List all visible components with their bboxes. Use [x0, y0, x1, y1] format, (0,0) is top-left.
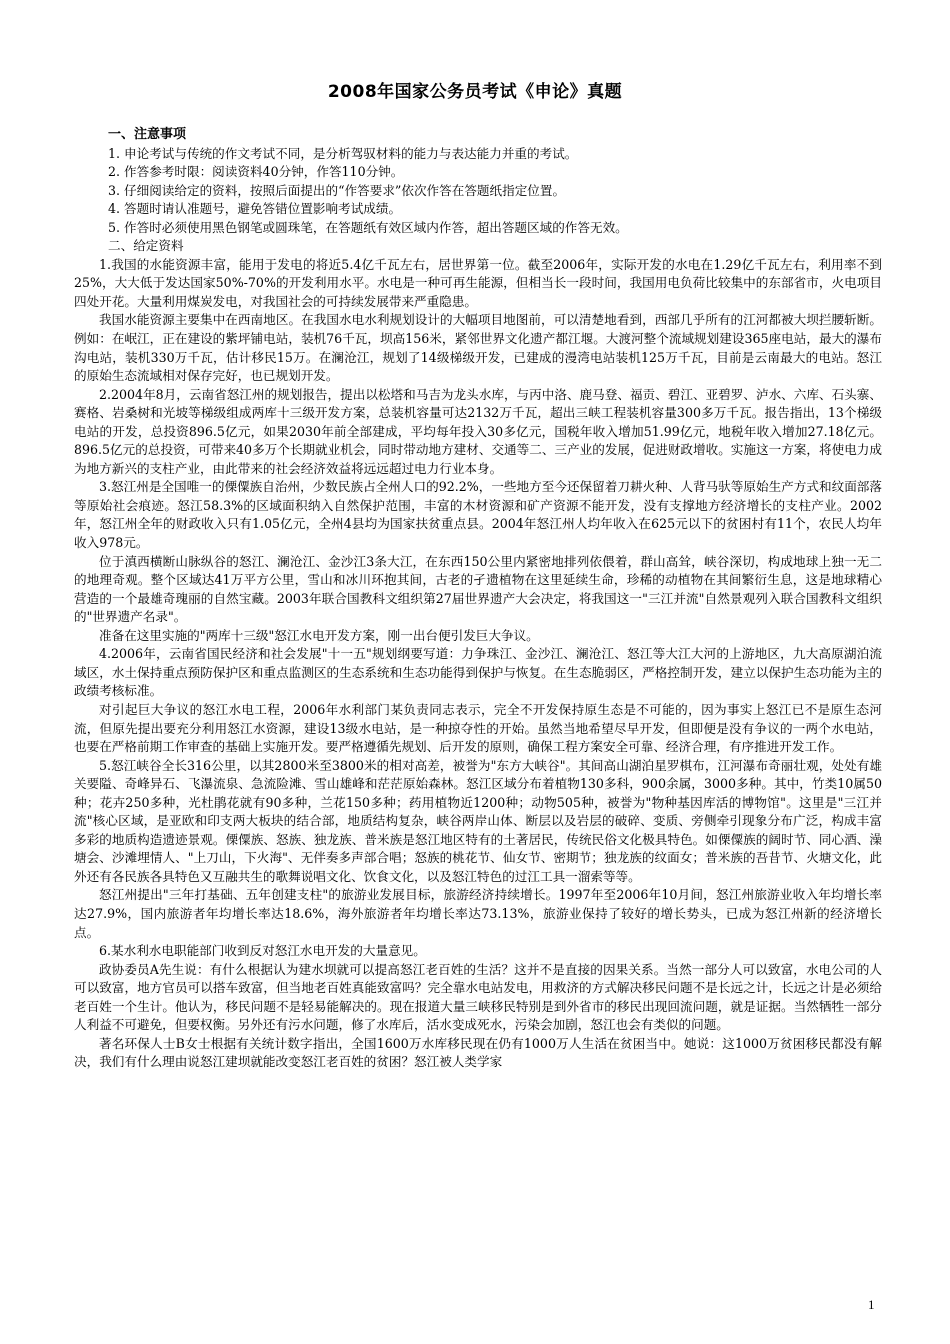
material-paragraph: 怒江州提出"三年打基础、五年创建支柱"的旅游业发展目标，旅游经济持续增长。1997年至2006年10月间，怒江州旅游业收入年均增长率达27.9%，国内旅游者年均增长率达18.6%，海外旅游者年均增长率达73.13%，旅游业保持了较好的增长势头，已成为怒江州新的经济增长点。 — [74, 887, 882, 940]
material-paragraph: 著名环保人士B女士根据有关统计数字指出，全国1600万水库移民现在仍有1000万人生活在贫困当中。她说：这1000万贫困移民都没有解决，我们有什么理由说怒江建坝就能改变怒江老百姓的贫困？怒江被人类学家 — [74, 1035, 882, 1070]
material-paragraph: 3.怒江州是全国唯一的傈僳族自治州，少数民族占全州人口的92.2%，一些地方至今还保留着刀耕火种、人背马驮等原始生产方式和纹面部落等原始社会痕迹。怒江58.3%的区域面积纳入自然保护范围，丰富的木材资源和矿产资源不能开发，没有支撑地方经济增长的支柱产业。2002年，怒江州全年的财政收入只有1.05亿元，全州4县均为国家扶贫重点县。2004年怒江州人均年收入在625元以下的贫困村有11个，农民人均年收入978元。 — [74, 479, 882, 551]
note-item: 2. 作答参考时限：阅读资料40分钟，作答110分钟。 — [108, 164, 404, 180]
material-paragraph: 6.某水利水电职能部门收到反对怒江水电开发的大量意见。 — [99, 943, 426, 959]
section-heading-materials: 二、给定资料 — [108, 238, 184, 254]
note-item: 5. 作答时必须使用黑色钢笔或圆珠笔，在答题纸有效区域内作答，超出答题区域的作答无效。 — [108, 219, 628, 235]
material-paragraph: 对引起巨大争议的怒江水电工程，2006年水利部门某负责同志表示，完全不开发保持原生态是不可能的，因为事实上怒江已不是原生态河流，但原先提出要充分利用怒江水资源，建设13级水电站，是一种掠夺性的开始。虽然当地希望尽早开发，但即便是没有争议的一两个水电站，也要在严格前期工作审查的基础上实施开发。要严格遵循先规划、后开发的原则，确保工程方案安全可靠、经济合理，有序推进开发工作。 — [74, 701, 882, 755]
material-paragraph: 4.2006年，云南省国民经济和社会发展"十一五"规划纲要写道：力争珠江、金沙江、澜沧江、怒江等大江大河的上游地区，九大高原湖泊流域区，水土保持重点预防保护区和重点监测区的生态系统和生态功能得到保护与恢复。在生态脆弱区，严格控制开发，建立以保护生态功能为主的政绩考核标准。 — [74, 646, 882, 699]
page-number: 1 — [868, 1297, 875, 1312]
material-paragraph: 位于滇西横断山脉纵谷的怒江、澜沧江、金沙江3条大江，在东西150公里内紧密地排列依偎着，群山高耸，峡谷深切，构成地球上独一无二的地理奇观。整个区域达41万平方公里，雪山和冰川环抱其间，古老的孑遗植物在这里延续生命，珍稀的动植物在其间繁衍生息，这是地球精心营造的一个最雄奇瑰丽的自然宝藏。2003年联合国教科文组织第27届世界遗产大会决定，将我国这一"三江并流"自然景观列入联合国教科文组织的"世界遗产名录"。 — [74, 553, 882, 625]
note-item: 4. 答题时请认准题号，避免答错位置影响考试成绩。 — [108, 201, 402, 217]
document-body — [74, 126, 882, 1072]
material-paragraph: 政协委员A先生说：有什么根据认为建水坝就可以提高怒江老百姓的生活？这并不是直接的因果关系。当然一部分人可以致富，水电公司的人可以致富，地方官员可以搭车致富，但当地老百姓真能致富吗？完全靠水电站发电，用救济的方式解决移民问题不是长远之计，长远之计是必须给老百姓一个生计。他认为，移民问题不是轻易能解决的。现在报道大量三峡移民特别是到外省市的移民出现回流问题，就是证据。当然牺牲一部分人利益不可避免，但要权衡。另外还有污水问题，修了水库后，活水变成死水，污染会加剧，怒江也会有类似的问题。 — [74, 961, 882, 1033]
section-heading-notes: 一、注意事项 — [108, 127, 187, 142]
material-paragraph: 准备在这里实施的"两库十三级"怒江水电开发方案，刚一出台便引发巨大争议。 — [99, 627, 539, 643]
material-paragraph: 1.我国的水能资源丰富，能用于发电的将近5.4亿千瓦左右，居世界第一位。截至2006年，实际开发的水电在1.29亿千瓦左右，利用率不到25%，大大低于发达国家50%-70%的开发利用水平。水电是一种可再生能源，但相当长一段时间，我国用电负荷比较集中的东部省市，火电项目四处开花。大量利用煤炭发电，对我国社会的可持续发展带来严重隐患。 — [74, 256, 882, 309]
material-paragraph: 我国水能资源主要集中在西南地区。在我国水电水利规划设计的大幅项目地图前，可以清楚地看到，西部几乎所有的江河都被大坝拦腰斩断。例如：在岷江，正在建设的紫坪铺电站，装机76千瓦，坝高156米，紧邻世界文化遗产都江堰。大渡河整个流域规划建设365座电站，最大的瀑布沟电站，装机330万千瓦，估计移民15万。在澜沧江，规划了14级梯级开发，已建成的漫湾电站装机125万千瓦，目前是云南最大的电站。怒江的原始生态流域相对保存完好，也已规划开发。 — [74, 312, 882, 384]
document-title: 2008年国家公务员考试《申论》真题 — [327, 82, 623, 102]
note-item: 1. 申论考试与传统的作文考试不同，是分析驾驭材料的能力与表达能力并重的考试。 — [108, 145, 578, 161]
note-item: 3. 仔细阅读给定的资料，按照后面提出的“作答要求”依次作答在答题纸指定位置。 — [108, 182, 566, 198]
material-paragraph: 5.怒江峡谷全长316公里，以其2800米至3800米的相对高差，被誉为"东方大峡谷"。其间高山湖泊星罗棋布，江河瀑布奇丽壮观，处处有雄关要隘、奇峰异石、飞瀑流泉、急流险滩、雪山雄峰和茫茫原始森林。怒江区域分布着植物130多科，900余属，3000多种。其中，竹类10属50种；花卉250多种，光杜鹃花就有90多种，兰花150多种；药用植物近1200种；动物505种，被誉为"物种基因库活的博物馆"。这里是"三江并流"核心区域，是亚欧和印支两大板块的结合部，地质结构复杂，峡谷两岸山体、断层以及岩层的破碎、变质、旁侧牵引现象分布广泛，构成丰富多彩的地质构造遗迹景观。傈僳族、怒族、独龙族、普米族是怒江地区特有的土著居民，传统民俗文化极具特色。如傈僳族的阔时节、同心酒、澡塘会、沙滩埋情人、"上刀山，下火海"、无伴奏多声部合唱；怒族的桃花节、仙女节、密期节；独龙族的纹面女；普米族的吾昔节、火塘文化，此外还有各民族各具特色又互融共生的歌舞说唱文化、饮食文化，以及怒江特色的过江工具一溜索等等。 — [74, 757, 882, 884]
material-paragraph: 2.2004年8月，云南省怒江州的规划报告，提出以松塔和马吉为龙头水库，与丙中洛、鹿马登、福贡、碧江、亚碧罗、泸水、六库、石头寨、赛格、岩桑树和光坡等梯级组成两库十三级开发方案，总装机容量可达2132万千瓦，超出三峡工程装机容量300多万千瓦。报告指出，13个梯级电站的开发，总投资896.5亿元，如果2030年前全部建成，平均每年投入30多亿元，国税年收入增加51.99亿元，地税年收入增加27.18亿元。896.5亿元的总投资，可带来40多万个长期就业机会，同时带动地方建材、交通等二、三产业的发展，促进财政增收。实施这一方案，将使电力成为地方新兴的支柱产业，由此带来的社会经济效益将远远超过电力行业本身。 — [74, 386, 882, 476]
